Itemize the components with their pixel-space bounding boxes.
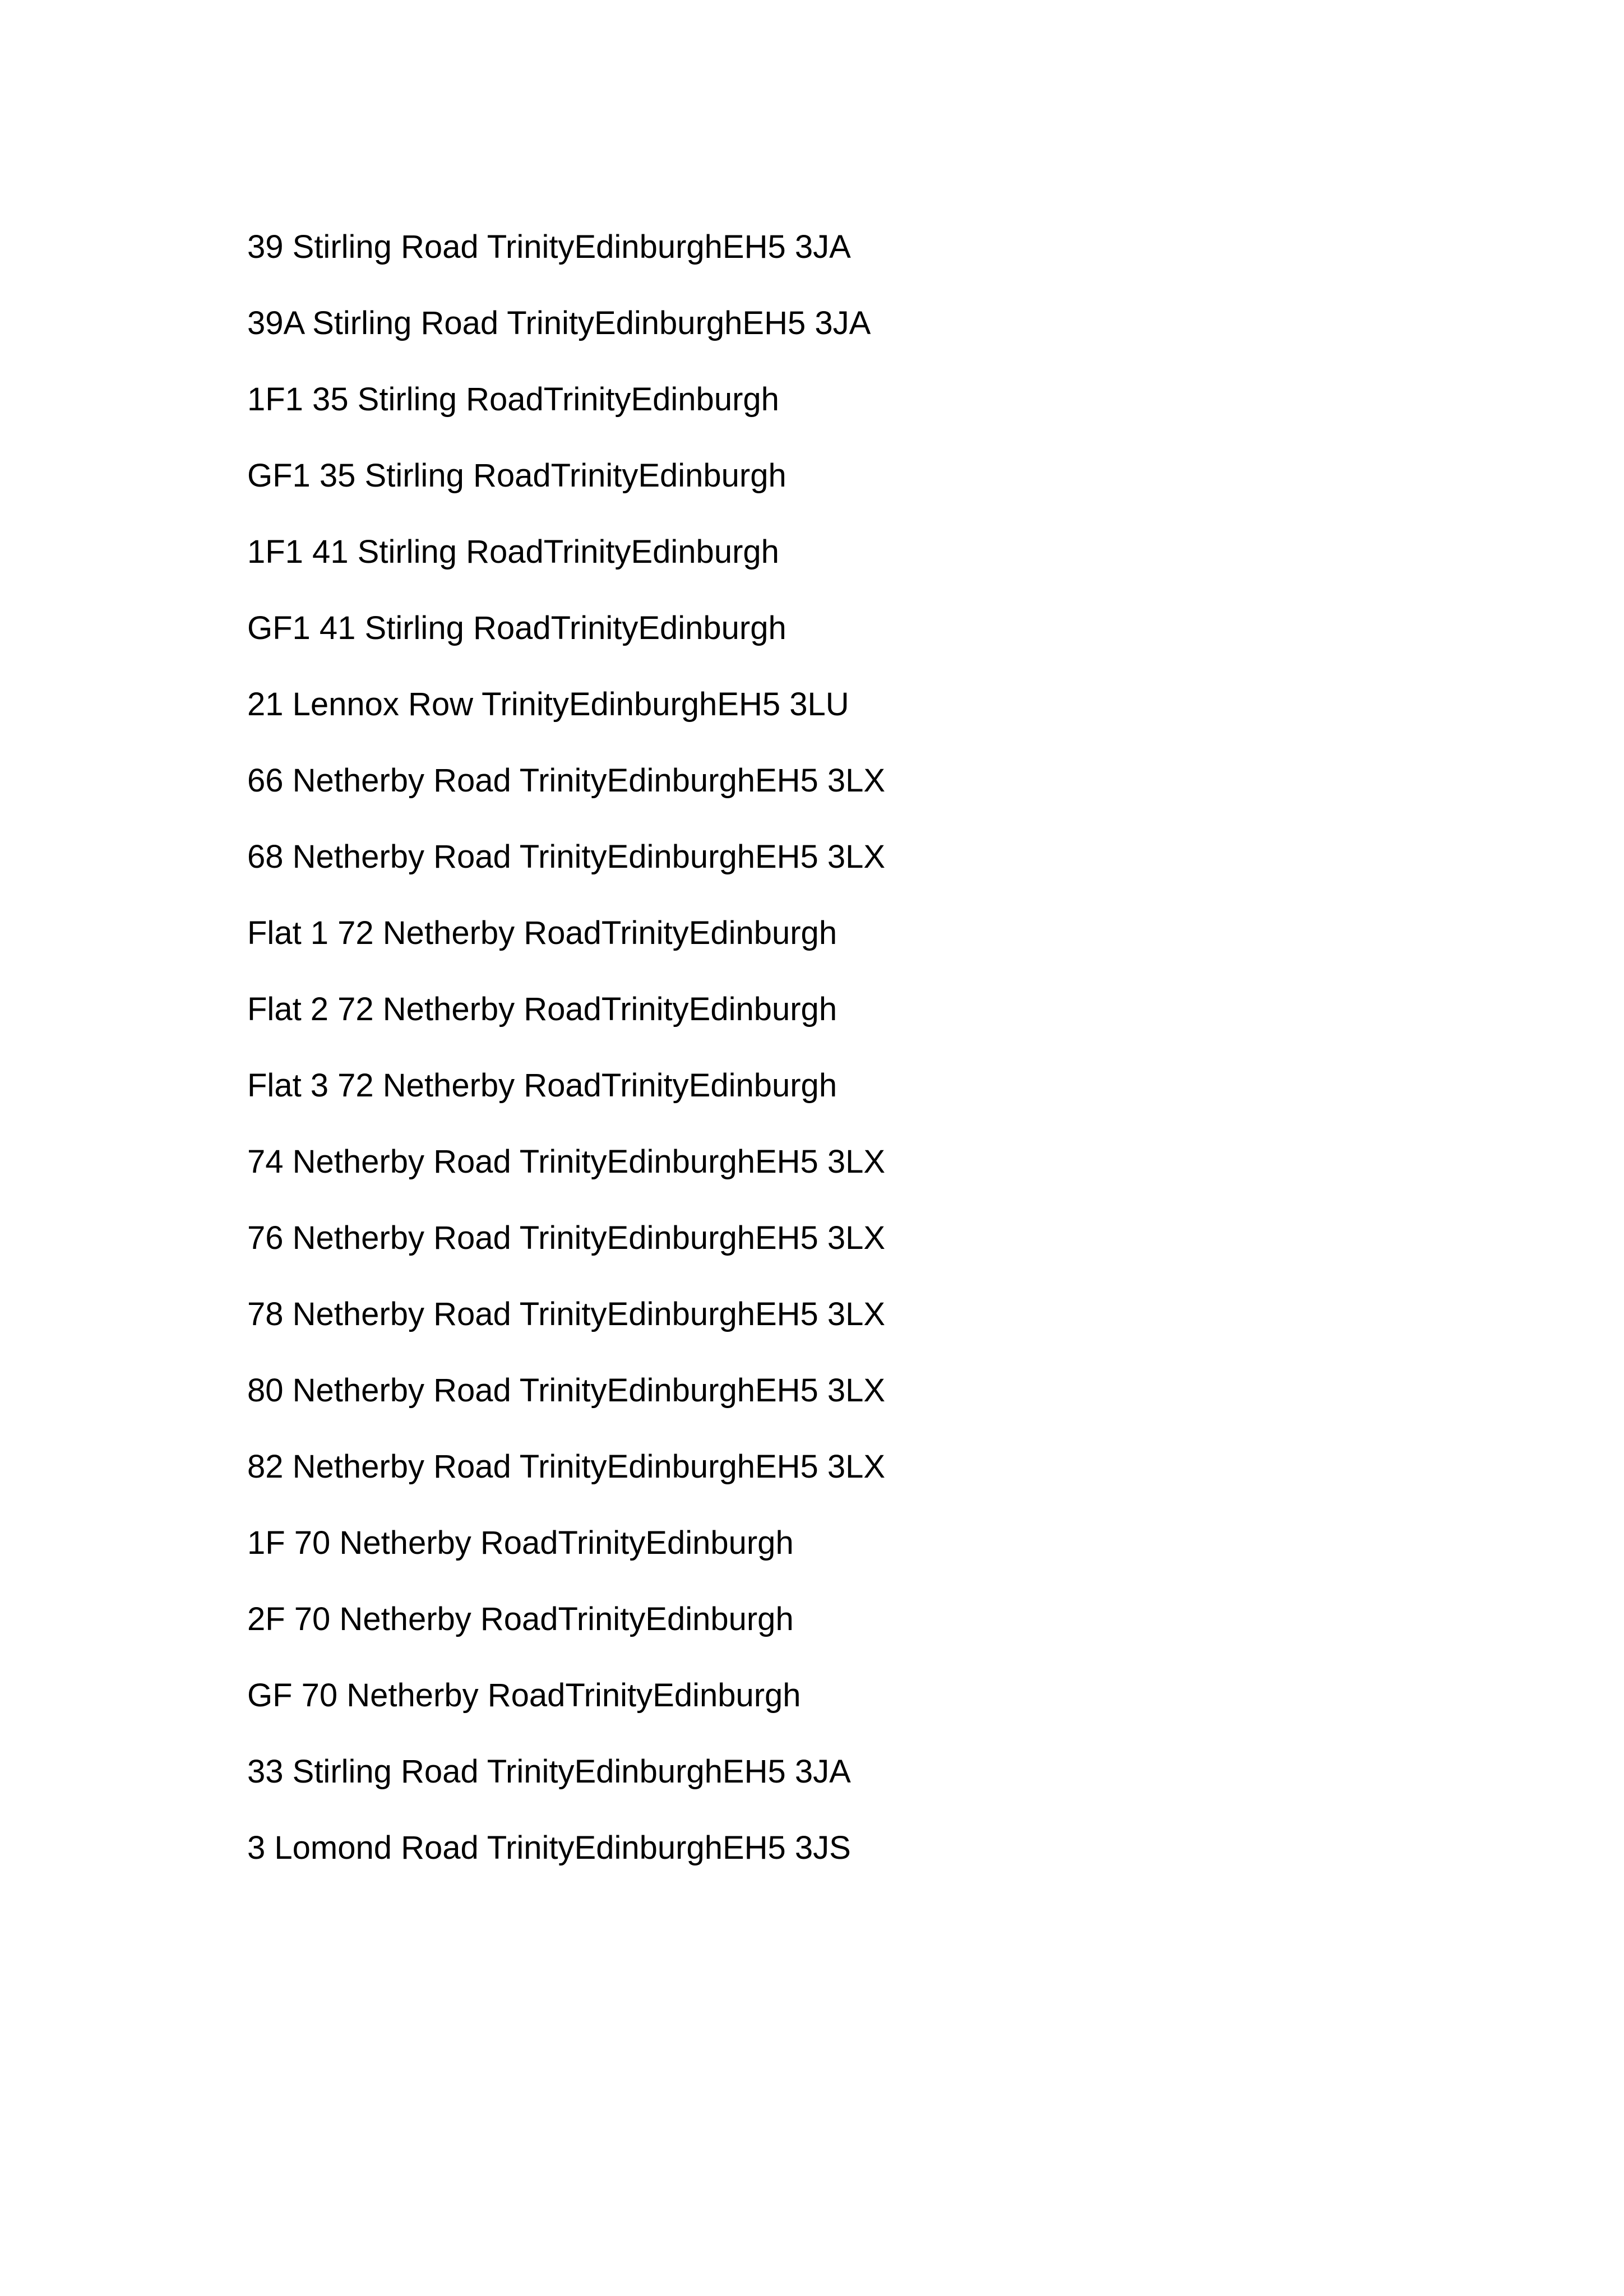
address-line: 66 Netherby Road TrinityEdinburghEH5 3LX xyxy=(247,762,886,799)
address-line: 1F 70 Netherby RoadTrinityEdinburgh xyxy=(247,1525,794,1561)
address-line: 78 Netherby Road TrinityEdinburghEH5 3LX xyxy=(247,1296,886,1332)
address-line: 1F1 41 Stirling RoadTrinityEdinburgh xyxy=(247,534,779,570)
address-line: 68 Netherby Road TrinityEdinburghEH5 3LX xyxy=(247,839,886,875)
address-line: 39 Stirling Road TrinityEdinburghEH5 3JA xyxy=(247,229,851,265)
address-line: GF1 35 Stirling RoadTrinityEdinburgh xyxy=(247,457,786,494)
address-line: GF1 41 Stirling RoadTrinityEdinburgh xyxy=(247,610,786,646)
address-line: 39A Stirling Road TrinityEdinburghEH5 3JA xyxy=(247,305,871,341)
address-line: 33 Stirling Road TrinityEdinburghEH5 3JA xyxy=(247,1753,851,1790)
address-line: 3 Lomond Road TrinityEdinburghEH5 3JS xyxy=(247,1830,851,1866)
address-line: Flat 1 72 Netherby RoadTrinityEdinburgh xyxy=(247,915,838,951)
address-line: 74 Netherby Road TrinityEdinburghEH5 3LX xyxy=(247,1144,886,1180)
address-line: 82 Netherby Road TrinityEdinburghEH5 3LX xyxy=(247,1448,886,1485)
address-line: 1F1 35 Stirling RoadTrinityEdinburgh xyxy=(247,381,779,418)
address-line: Flat 3 72 Netherby RoadTrinityEdinburgh xyxy=(247,1067,838,1104)
address-line: 80 Netherby Road TrinityEdinburghEH5 3LX xyxy=(247,1372,886,1409)
address-line: 21 Lennox Row TrinityEdinburghEH5 3LU xyxy=(247,686,849,723)
address-line: Flat 2 72 Netherby RoadTrinityEdinburgh xyxy=(247,991,838,1027)
address-list xyxy=(247,231,885,1908)
address-line: GF 70 Netherby RoadTrinityEdinburgh xyxy=(247,1677,801,1714)
address-line: 76 Netherby Road TrinityEdinburghEH5 3LX xyxy=(247,1220,886,1256)
address-line: 2F 70 Netherby RoadTrinityEdinburgh xyxy=(247,1601,794,1637)
